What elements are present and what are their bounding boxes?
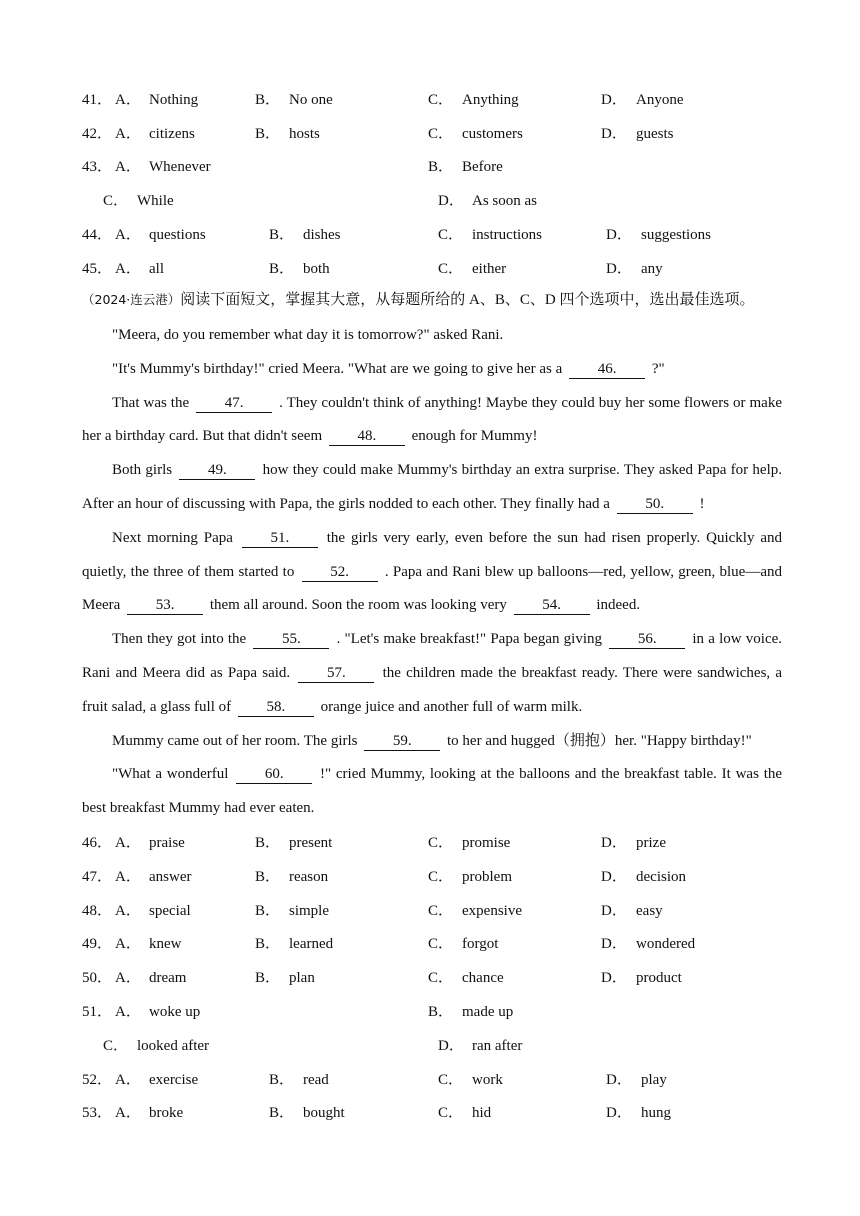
option-letter: C． [428,903,454,919]
question-number: 50． [82,970,113,986]
paragraph-text: the girls very early, even before the sun had risen properly. Quickly and quietly, the three of them started to [82,529,783,580]
option-text: instructions [472,227,542,243]
option-text: present [289,835,333,851]
option-text: hung [641,1105,671,1121]
option-letter: D． [601,970,627,986]
paragraph-text: "What a wonderful [112,766,229,783]
option-letter: A． [115,1105,141,1121]
option-text: prize [636,835,666,851]
question-number: 44． [82,227,113,243]
question-number: 46． [82,835,113,851]
option-letter: A． [115,835,141,851]
instruction-text: 阅读下面短文，掌握其大意，从每题所给的 A、B、C、D 四个选项中，选出最佳选项。 [180,292,755,308]
paragraph-text: Then they got into the [112,631,247,648]
paragraph-text: orange juice and another full of warm milk. [320,698,583,715]
paragraph-1 [82,319,782,353]
blank-60[interactable]: 60. [236,765,312,784]
option-text: As soon as [472,193,538,209]
paragraph-text: "Meera, do you remember what day it is tomorrow?" asked Rani. [112,327,504,343]
option-letter: A． [115,869,141,885]
option-text: customers [462,126,523,142]
option-text: exercise [149,1072,199,1088]
option-text: woke up [149,1004,201,1020]
paragraph-text: "It's Mummy's birthday!" cried Meera. "What are we going to give her as a [112,360,563,377]
option-text: both [303,261,330,277]
question-number: 43． [82,159,113,175]
paragraph-text: how they could make Mummy's birthday an extra surprise. They asked Papa for help. After an hour of discussing with Papa, the girls nodded to each other. They finally had a [82,462,783,512]
option-text: hosts [289,126,320,142]
paragraph-text: Both girls [112,462,173,479]
blank-58[interactable]: 58. [238,698,314,717]
option-letter: A． [115,159,141,175]
paragraph-8 [82,758,782,826]
source-tag: （2024·连云港） [82,292,181,307]
option-letter: A． [115,261,141,277]
question-number: 52． [82,1072,113,1088]
option-text: Nothing [149,92,199,108]
question-number: 42． [82,126,113,142]
option-letter: B． [269,261,295,277]
option-letter: B． [255,903,281,919]
option-letter: D． [601,936,627,952]
option-letter: B． [255,869,281,885]
option-letter: D． [606,1072,632,1088]
question-number: 48． [82,903,113,919]
option-text: looked after [137,1038,210,1054]
option-letter: C． [103,1038,129,1054]
option-letter: A． [115,126,141,142]
blank-49[interactable]: 49. [179,461,255,480]
question-number: 47． [82,869,113,885]
option-text: Whenever [149,159,211,175]
option-text: wondered [636,936,696,952]
option-text: play [641,1072,667,1088]
option-letter: C． [428,835,454,851]
option-letter: B． [269,1072,295,1088]
option-text: promise [462,835,511,851]
option-letter: C． [428,869,454,885]
option-letter: B． [255,92,281,108]
option-text: hid [472,1105,492,1121]
paragraph-3 [82,387,782,455]
blank-57[interactable]: 57. [298,664,374,683]
option-letter: A． [115,92,141,108]
option-text: No one [289,92,333,108]
option-text: Anyone [636,92,684,108]
option-letter: B． [255,936,281,952]
option-letter: C． [428,92,454,108]
option-letter: D． [601,126,627,142]
option-letter: A． [115,970,141,986]
option-letter: A． [115,936,141,952]
option-text: plan [289,970,315,986]
paragraph-text: them all around. Soon the room was looking very [209,597,507,614]
option-text: decision [636,869,686,885]
option-letter: C． [428,936,454,952]
paragraph-text: the children made the breakfast ready. There were sandwiches, a fruit salad, a glass full of [82,664,783,715]
option-text: While [137,193,174,209]
option-text: praise [149,835,185,851]
option-text: reason [289,869,329,885]
option-letter: A． [115,227,141,243]
option-letter: D． [438,193,464,209]
paragraph-text: . "Let's make breakfast!" Papa began giving [336,631,603,648]
paragraph-4 [82,454,782,522]
option-letter: C． [103,193,129,209]
option-letter: D． [606,261,632,277]
option-letter: C． [438,1105,464,1121]
option-letter: C． [438,1072,464,1088]
blank-52[interactable]: 52. [302,563,378,582]
option-text: expensive [462,903,522,919]
option-text: answer [149,869,192,885]
option-text: forgot [462,936,499,952]
option-text: learned [289,936,334,952]
paragraph-text: in a low voice. Rani and Meera did as Papa said. [82,631,783,681]
option-text: problem [462,869,512,885]
paragraph-text: ! [699,495,705,512]
paragraph-text: . Papa and Rani blew up balloons—red, yellow, green, blue—and Meera [82,563,782,614]
blank-56[interactable]: 56. [609,630,685,649]
option-letter: B． [269,227,295,243]
option-text: chance [462,970,504,986]
blank-55[interactable]: 55. [253,630,329,649]
option-letter: C． [428,126,454,142]
option-text: Anything [462,92,519,108]
paragraph-5 [82,522,782,623]
paragraph-text: . They couldn't think of anything! Maybe they could buy her some flowers or make her a birthday card. But that didn't seem [82,394,782,445]
option-text: guests [636,126,674,142]
question-number: 51． [82,1004,113,1020]
paragraph-2 [82,353,782,387]
blank-54[interactable]: 54. [514,596,590,615]
paragraph-text: !" cried Mummy, looking at the balloons and the breakfast table. It was the best breakfast Mummy had ever eaten. [82,766,783,817]
option-text: work [472,1072,503,1088]
option-text: questions [149,227,206,243]
option-text: easy [636,903,663,919]
option-letter: B． [428,1004,454,1020]
option-text: ran after [472,1038,523,1054]
option-letter: B． [255,970,281,986]
option-letter: A． [115,1004,141,1020]
option-letter: C． [428,970,454,986]
option-letter: B． [269,1105,295,1121]
blank-53[interactable]: 53. [127,596,203,615]
option-text: citizens [149,126,195,142]
option-text: either [472,261,507,277]
paragraph-text: Mummy came out of her room. The girls [112,732,358,749]
option-text: product [636,970,682,986]
question-number: 41． [82,92,113,108]
option-text: bought [303,1105,345,1121]
paragraph-text: ?" [651,360,665,377]
paragraph-text: to her and hugged（拥抱）her. "Happy birthday!" [447,732,752,749]
option-text: suggestions [641,227,712,243]
option-letter: D． [438,1038,464,1054]
option-text: special [149,903,191,919]
paragraph-text: Next morning Papa [112,529,233,546]
option-letter: D． [601,835,627,851]
option-text: dream [149,970,187,986]
paragraph-6 [82,623,782,724]
paragraph-text: enough for Mummy! [411,428,538,445]
blank-47[interactable]: 47. [196,394,272,413]
paragraph-7 [82,725,782,759]
option-letter: A． [115,903,141,919]
option-letter: D． [601,869,627,885]
option-letter: A． [115,1072,141,1088]
question-number: 49． [82,936,113,952]
option-letter: D． [606,1105,632,1121]
option-text: any [641,261,663,277]
passage [82,319,782,826]
option-letter: B． [255,835,281,851]
option-text: made up [462,1004,514,1020]
option-letter: B． [255,126,281,142]
blank-46[interactable]: 46. [569,360,645,379]
option-text: read [303,1072,329,1088]
option-letter: D． [601,903,627,919]
option-text: dishes [303,227,341,243]
blank-48[interactable]: 48. [329,427,405,446]
question-number: 45． [82,261,113,277]
section-instruction [82,289,754,311]
blank-50[interactable]: 50. [617,495,693,514]
option-letter: B． [428,159,454,175]
question-number: 53． [82,1105,113,1121]
option-letter: C． [438,227,464,243]
paragraph-text: indeed. [596,597,641,614]
option-text: Before [462,159,503,175]
option-text: broke [149,1105,184,1121]
blank-51[interactable]: 51. [242,529,318,548]
option-text: knew [149,936,182,952]
blank-59[interactable]: 59. [364,732,440,751]
option-text: all [149,261,164,277]
option-letter: C． [438,261,464,277]
option-letter: D． [606,227,632,243]
option-letter: D． [601,92,627,108]
option-text: simple [289,903,329,919]
paragraph-text: That was the [112,394,190,411]
